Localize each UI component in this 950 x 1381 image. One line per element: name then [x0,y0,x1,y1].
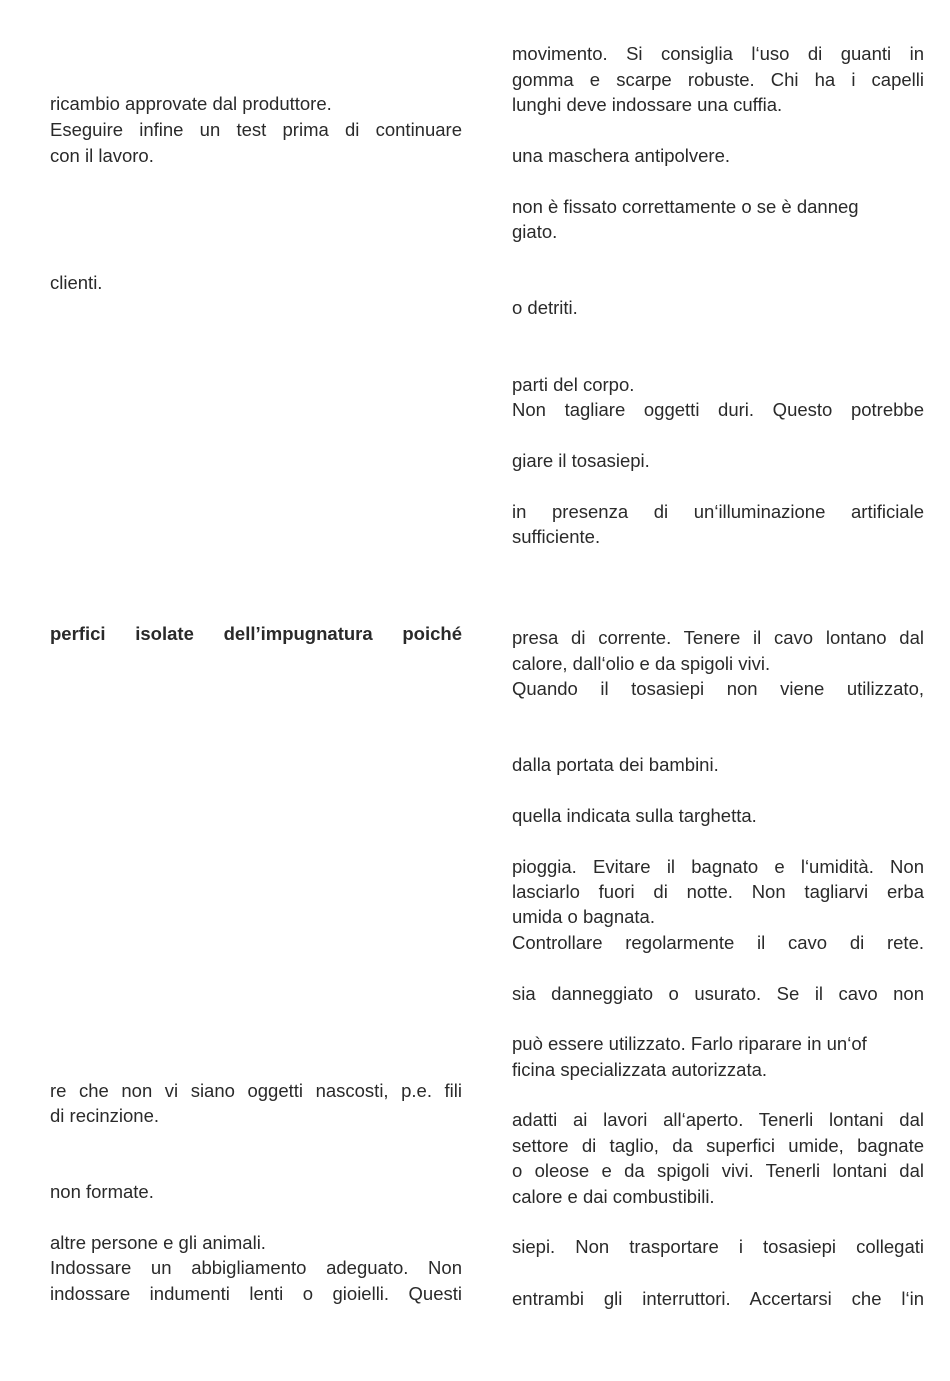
text-line: pioggia. Evitare il bagnato e l‘umidità. Non [512,856,924,877]
text-line: non formate. [50,1181,154,1202]
text-line-bold: perfici isolate dell’impugnatura poiché [50,623,462,644]
text-line: ricambio approvate dal produttore. [50,93,332,114]
text-line: settore di taglio, da superfici umide, bagnate [512,1135,924,1156]
text-line: siepi. Non trasportare i tosasiepi collegati [512,1236,924,1257]
text-line: calore, dall‘olio e da spigoli vivi. [512,653,771,674]
text-line: indossare indumenti lenti o gioielli. Questi [50,1283,462,1304]
text-line: di recinzione. [50,1105,160,1126]
text-line: re che non vi siano oggetti nascosti, p.e. fili [50,1080,462,1101]
text-line: Quando il tosasiepi non viene utilizzato, [512,678,924,699]
text-line: giare il tosasiepi. [512,450,650,471]
text-line: o oleose e da spigoli vivi. Tenerli lontani dal [512,1160,924,1181]
text-line: lunghi deve indossare una cuffia. [512,94,783,115]
text-line: presa di corrente. Tenere il cavo lontano dal [512,627,924,648]
text-line: adatti ai lavori all‘aperto. Tenerli lontani dal [512,1109,924,1130]
text-line: non è fissato correttamente o se è danneg [512,196,859,217]
text-line: dalla portata dei bambini. [512,754,719,775]
text-line: altre persone e gli animali. [50,1232,266,1253]
text-line: sia danneggiato o usurato. Se il cavo non [512,983,924,1004]
text-line: ficina specializzata autorizzata. [512,1059,768,1080]
text-line: giato. [512,221,558,242]
text-line: Controllare regolarmente il cavo di rete. [512,932,924,953]
text-line: Eseguire infine un test prima di continuare [50,119,462,140]
text-line: gomma e scarpe robuste. Chi ha i capelli [512,69,924,90]
text-line: lasciarlo fuori di notte. Non tagliarvi erba [512,881,924,902]
text-line: umida o bagnata. [512,906,655,927]
text-line: calore e dai combustibili. [512,1186,715,1207]
text-line: clienti. [50,272,103,293]
text-line: Non tagliare oggetti duri. Questo potrebbe [512,399,924,420]
text-line: entrambi gli interruttori. Accertarsi che l‘in [512,1288,924,1309]
text-line: con il lavoro. [50,145,154,166]
text-line: una maschera antipolvere. [512,145,731,166]
text-line: parti del corpo. [512,374,635,395]
text-line: o detriti. [512,297,578,318]
text-line: Indossare un abbigliamento adeguato. Non [50,1257,462,1278]
text-line: può essere utilizzato. Farlo riparare in un‘of [512,1033,867,1054]
text-line: quella indicata sulla targhetta. [512,805,757,826]
text-line: sufficiente. [512,526,601,547]
text-line: in presenza di un‘illuminazione artificiale [512,501,924,522]
text-line: movimento. Si consiglia l‘uso di guanti in [512,43,924,64]
